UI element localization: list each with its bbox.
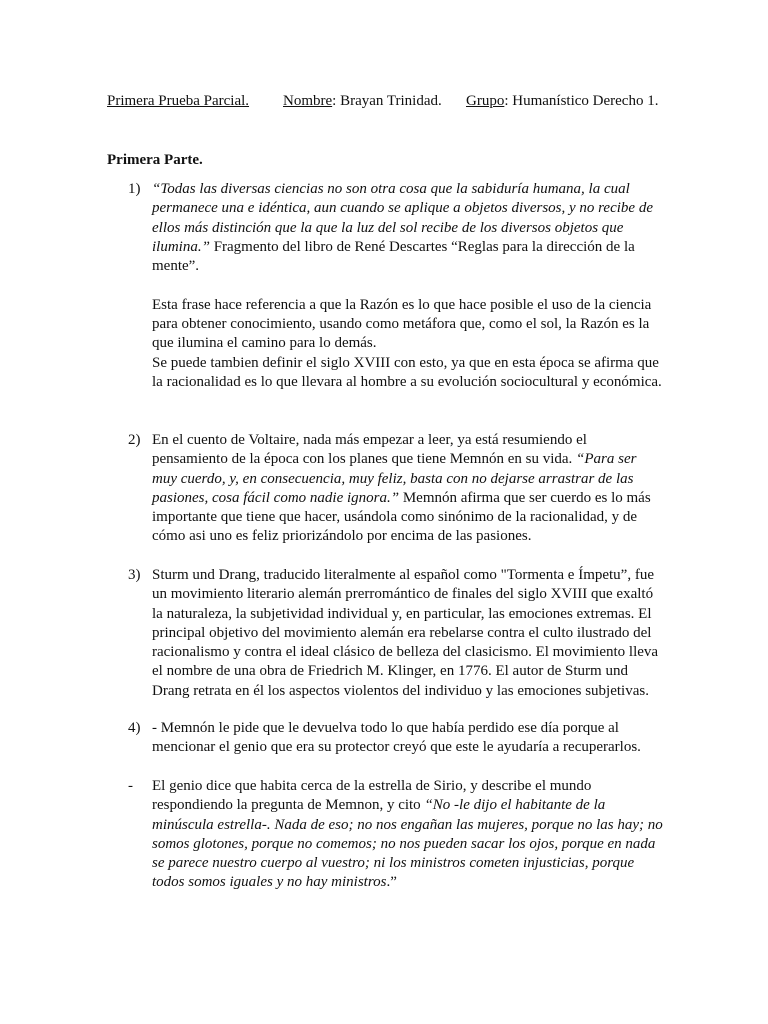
quote-closing: .” <box>386 874 397 891</box>
text-segment: El genio dice que habita cerca de la estrella de Sirio, y describe el mundo respondiendo la pregunta de Memnon, y cito <box>152 778 592 814</box>
descartes-quote: “Todas las diversas ciencias no son otra cosa que la sabiduría humana, la cual permanece una e idéntica, aun cuando se aplique a objetos diversos, y no recibe de ellos más distinción que la que la luz del sol recibe de los diversos objetos que ilumina.” <box>152 181 653 255</box>
list-item-body <box>152 180 664 392</box>
genie-quote: “No -le dijo el habitante de la minúscula estrella-. Nada de eso; no nos engañan las mujeres, porque no las hay; no somos glotones, porque no comemos; no nos pueden sacar los ojos, porque en nada se parece nuestro cuerpo al vuestro; ni los ministros cometen injusticias, porque todos somos iguales y no hay ministros <box>152 797 663 891</box>
list-marker: - <box>128 778 133 794</box>
list-marker: 2) <box>128 432 141 448</box>
paragraph <box>152 777 664 893</box>
group-label: Grupo <box>466 93 505 109</box>
section-title: Primera Parte. <box>107 152 203 168</box>
student-name <box>283 92 442 111</box>
paragraph <box>152 180 664 276</box>
paragraph: Esta frase hace referencia a que la Razón es lo que hace posible el uso de la ciencia para obtener conocimiento, usando como metáfora que, como el sol, la Razón es la que ilumina el camino para lo demás. <box>152 296 652 352</box>
paragraph: - Memnón le pide que le devuelva todo lo que había perdido ese día porque al mencionar el genio que era su protector creyó que este le ayudaría a recuperarlos. <box>152 720 641 756</box>
list-marker: 3) <box>128 567 141 583</box>
list-item-body <box>152 566 664 701</box>
list-item-body <box>152 431 664 547</box>
paragraph <box>152 431 664 547</box>
group-value: : Humanístico Derecho 1. <box>504 93 659 109</box>
exam-title: Primera Prueba Parcial. <box>107 93 250 109</box>
text-segment: En el cuento de Voltaire, nada más empezar a leer, ya está resumiendo el pensamiento de la época con los planes que tiene Memnón en su vida. <box>152 432 587 468</box>
list-marker: 4) <box>128 720 141 736</box>
text-segment: Memnón afirma que ser cuerdo es lo más importante que tiene que hacer, usándola como sinónimo de la racionalidad, y de cómo asi uno es feliz priorizándolo por encima de las pasiones. <box>152 489 651 545</box>
paragraph: Se puede tambien definir el siglo XVIII con esto, ya que en esta época se afirma que la racionalidad es lo que llevara al hombre a su evolución sociocultural y económica. <box>152 354 662 390</box>
quote-source: Fragmento del libro de René Descartes “Reglas para la dirección de la mente”. <box>152 238 635 275</box>
list-item-body <box>152 777 664 893</box>
paragraph: Sturm und Drang, traducido literalmente al español como "Tormenta e Ímpetu”, fue un movimiento literario alemán prerromántico de finales del siglo XVIII que exaltó la naturaleza, la subjetividad individual y, en particular, las emociones extremas. El principal objetivo del movimiento alemán era rebelarse contra el culto ilustrado del racionalismo y contra el ideal clásico de belleza del clasicismo. El movimiento lleva el nombre de una obra de Friedrich M. Klinger, en 1776. El autor de Sturm und Drang retrata en él los aspectos violentos del individuo y las emociones subjetivas. <box>152 567 659 699</box>
list-marker: 1) <box>128 181 141 197</box>
name-value: : Brayan Trinidad. <box>332 93 442 109</box>
list-item-body <box>152 719 664 758</box>
voltaire-quote: “Para ser muy cuerdo, y, en consecuencia, muy feliz, basta con no dejarse arrastrar de las pasiones, cosa fácil como nadie ignora.” <box>152 451 637 506</box>
name-label: Nombre <box>283 93 333 109</box>
student-group <box>466 92 658 111</box>
